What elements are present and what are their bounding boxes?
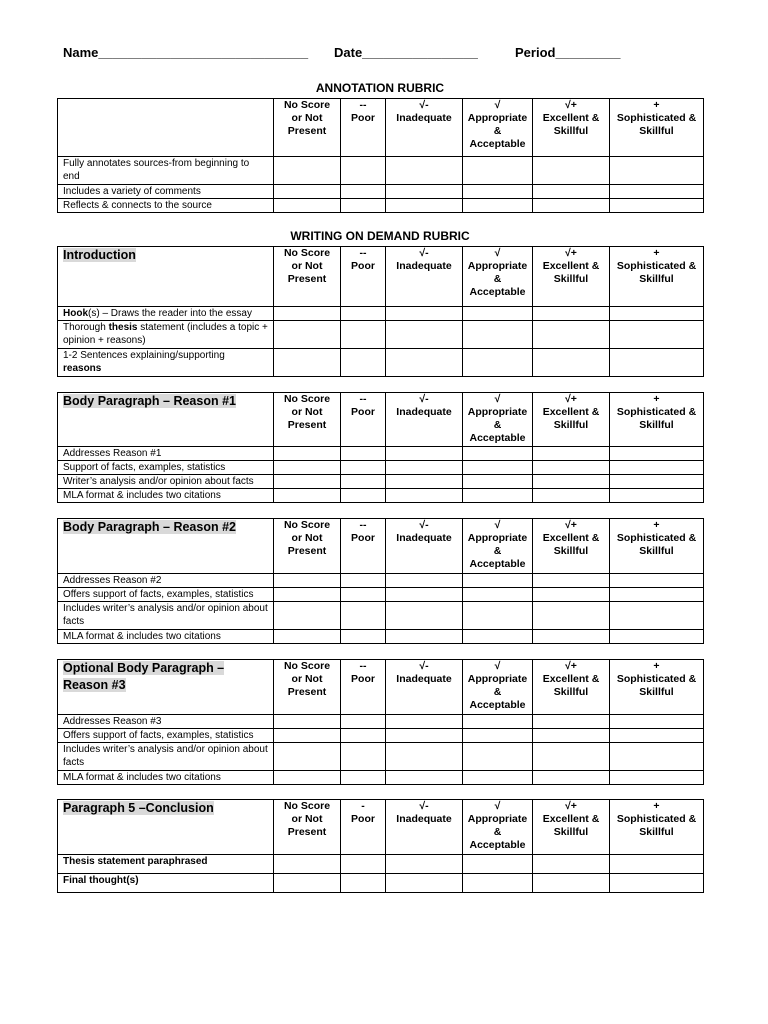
body1-heading: Body Paragraph – Reason #1 — [63, 394, 236, 408]
score-cell[interactable] — [341, 771, 386, 785]
score-cell[interactable] — [610, 729, 704, 743]
score-cell[interactable] — [610, 321, 704, 349]
score-cell[interactable] — [533, 574, 610, 588]
body3-heading: Optional Body Paragraph – Reason #3 — [63, 661, 225, 692]
table-row — [58, 743, 704, 771]
score-cell[interactable] — [463, 855, 533, 874]
score-cell[interactable] — [274, 715, 341, 729]
col-poor: - Poor — [341, 800, 386, 855]
introduction-table — [57, 246, 704, 377]
col-poor: -- Poor — [341, 393, 386, 447]
score-cell[interactable] — [341, 874, 386, 893]
score-cell[interactable] — [610, 199, 704, 213]
criterion-label: Addresses Reason #3 — [58, 715, 274, 729]
header-row — [58, 99, 704, 157]
score-cell[interactable] — [386, 307, 463, 321]
score-cell[interactable] — [533, 715, 610, 729]
col-no-score: No Score or Not Present — [274, 99, 341, 157]
score-cell[interactable] — [274, 307, 341, 321]
score-cell[interactable] — [386, 157, 463, 185]
criterion-label: Addresses Reason #1 — [58, 447, 274, 461]
criterion-label: MLA format & includes two citations — [58, 489, 274, 503]
score-cell[interactable] — [274, 771, 341, 785]
score-cell[interactable] — [341, 715, 386, 729]
score-cell[interactable] — [386, 185, 463, 199]
score-cell[interactable] — [386, 489, 463, 503]
score-cell[interactable] — [463, 157, 533, 185]
col-no-score: No Score or Not Present — [274, 247, 341, 307]
criterion-label — [58, 321, 274, 349]
table-row — [58, 489, 704, 503]
score-cell[interactable] — [274, 185, 341, 199]
col-excellent: √+ Excellent & Skillful — [533, 247, 610, 307]
criterion-label — [58, 307, 274, 321]
score-cell[interactable] — [610, 349, 704, 377]
table-row — [58, 630, 704, 644]
score-cell[interactable] — [386, 630, 463, 644]
score-cell[interactable] — [341, 602, 386, 630]
score-cell[interactable] — [533, 729, 610, 743]
col-sophisticated: + Sophisticated & Skillful — [610, 800, 704, 855]
score-cell[interactable] — [533, 447, 610, 461]
table-row — [58, 475, 704, 489]
table-row — [58, 574, 704, 588]
writing-rubric-title: WRITING ON DEMAND RUBRIC — [290, 229, 470, 243]
score-cell[interactable] — [463, 349, 533, 377]
criterion-label: Includes writer’s analysis and/or opinion about facts — [58, 602, 274, 630]
table-row — [58, 874, 704, 893]
col-appropriate: √ Appropriate & Acceptable — [463, 247, 533, 307]
score-cell[interactable] — [610, 588, 704, 602]
score-cell[interactable] — [463, 574, 533, 588]
body-paragraph-2-table — [57, 518, 704, 644]
hook-bold: Hook — [63, 308, 88, 319]
score-cell[interactable] — [386, 729, 463, 743]
col-sophisticated: + Sophisticated & Skillful — [610, 247, 704, 307]
score-cell[interactable] — [533, 321, 610, 349]
name-field-label: Name_____________________________ — [63, 45, 309, 60]
table-row — [58, 199, 704, 213]
score-cell[interactable] — [533, 461, 610, 475]
score-cell[interactable] — [463, 630, 533, 644]
score-cell[interactable] — [274, 489, 341, 503]
score-cell[interactable] — [274, 874, 341, 893]
score-cell[interactable] — [610, 855, 704, 874]
score-cell[interactable] — [386, 855, 463, 874]
score-cell[interactable] — [274, 602, 341, 630]
score-cell[interactable] — [274, 574, 341, 588]
score-cell[interactable] — [533, 588, 610, 602]
score-cell[interactable] — [463, 185, 533, 199]
score-cell[interactable] — [386, 461, 463, 475]
score-cell[interactable] — [533, 199, 610, 213]
header-row — [58, 247, 704, 307]
score-cell[interactable] — [463, 321, 533, 349]
score-cell[interactable] — [386, 874, 463, 893]
col-no-score: No Score or Not Present — [274, 660, 341, 715]
criterion-label: Includes writer’s analysis and/or opinion about facts — [58, 743, 274, 771]
col-excellent: √+ Excellent & Skillful — [533, 519, 610, 574]
score-cell[interactable] — [341, 855, 386, 874]
table-row — [58, 349, 704, 377]
score-cell[interactable] — [533, 771, 610, 785]
score-cell[interactable] — [386, 574, 463, 588]
col-inadequate: √- Inadequate — [386, 800, 463, 855]
col-excellent: √+ Excellent & Skillful — [533, 393, 610, 447]
score-cell[interactable] — [533, 475, 610, 489]
score-cell[interactable] — [463, 715, 533, 729]
score-cell[interactable] — [274, 630, 341, 644]
score-cell[interactable] — [274, 447, 341, 461]
criterion-label: Final thought(s) — [58, 874, 274, 893]
table-row — [58, 715, 704, 729]
col-appropriate: √ Appropriate & Acceptable — [463, 393, 533, 447]
col-appropriate: √ Appropriate & Acceptable — [463, 660, 533, 715]
col-excellent: √+ Excellent & Skillful — [533, 800, 610, 855]
score-cell[interactable] — [610, 185, 704, 199]
reasons-bold: reasons — [63, 363, 102, 374]
score-cell[interactable] — [610, 743, 704, 771]
score-cell[interactable] — [386, 602, 463, 630]
col-sophisticated: + Sophisticated & Skillful — [610, 99, 704, 157]
score-cell[interactable] — [386, 771, 463, 785]
table-row — [58, 771, 704, 785]
body-paragraph-1-table — [57, 392, 704, 503]
score-cell[interactable] — [610, 157, 704, 185]
thesis-text: statement (includes a topic + opinion + reasons) — [63, 322, 268, 346]
score-cell[interactable] — [341, 574, 386, 588]
score-cell[interactable] — [341, 630, 386, 644]
score-cell[interactable] — [610, 771, 704, 785]
score-cell[interactable] — [386, 475, 463, 489]
table-row — [58, 855, 704, 874]
score-cell[interactable] — [610, 630, 704, 644]
col-no-score: No Score or Not Present — [274, 393, 341, 447]
score-cell[interactable] — [274, 729, 341, 743]
score-cell[interactable] — [274, 349, 341, 377]
score-cell[interactable] — [533, 743, 610, 771]
score-cell[interactable] — [386, 715, 463, 729]
score-cell[interactable] — [341, 185, 386, 199]
score-cell[interactable] — [463, 447, 533, 461]
score-cell[interactable] — [386, 321, 463, 349]
score-cell[interactable] — [386, 743, 463, 771]
score-cell[interactable] — [610, 574, 704, 588]
score-cell[interactable] — [463, 307, 533, 321]
score-cell[interactable] — [274, 461, 341, 475]
section-heading-cell — [58, 519, 274, 574]
score-cell[interactable] — [386, 349, 463, 377]
score-cell[interactable] — [274, 157, 341, 185]
col-sophisticated: + Sophisticated & Skillful — [610, 519, 704, 574]
score-cell[interactable] — [533, 489, 610, 503]
score-cell[interactable] — [610, 461, 704, 475]
body-paragraph-3-table — [57, 659, 704, 785]
score-cell[interactable] — [463, 588, 533, 602]
table-row — [58, 588, 704, 602]
score-cell[interactable] — [341, 461, 386, 475]
table-row — [58, 321, 704, 349]
score-cell[interactable] — [341, 743, 386, 771]
score-cell[interactable] — [341, 447, 386, 461]
score-cell[interactable] — [463, 199, 533, 213]
score-cell[interactable] — [341, 157, 386, 185]
score-cell[interactable] — [533, 874, 610, 893]
reasons-pre: 1-2 Sentences explaining/supporting — [63, 350, 225, 361]
header-row — [58, 519, 704, 574]
score-cell[interactable] — [274, 199, 341, 213]
score-cell[interactable] — [463, 729, 533, 743]
score-cell[interactable] — [533, 855, 610, 874]
score-cell[interactable] — [274, 475, 341, 489]
criterion-label: Thesis statement paraphrased — [58, 855, 274, 874]
criterion-label: Offers support of facts, examples, statistics — [58, 729, 274, 743]
score-cell[interactable] — [533, 157, 610, 185]
score-cell[interactable] — [463, 874, 533, 893]
score-cell[interactable] — [610, 715, 704, 729]
score-cell[interactable] — [610, 475, 704, 489]
col-inadequate: √- Inadequate — [386, 519, 463, 574]
score-cell[interactable] — [341, 321, 386, 349]
score-cell[interactable] — [610, 489, 704, 503]
col-inadequate: √- Inadequate — [386, 393, 463, 447]
criterion-label: MLA format & includes two citations — [58, 771, 274, 785]
col-inadequate: √- Inadequate — [386, 247, 463, 307]
col-inadequate: √- Inadequate — [386, 99, 463, 157]
table-row — [58, 729, 704, 743]
header-row — [58, 393, 704, 447]
score-cell[interactable] — [610, 602, 704, 630]
score-cell[interactable] — [463, 475, 533, 489]
header-row — [58, 800, 704, 855]
score-cell[interactable] — [533, 630, 610, 644]
score-cell[interactable] — [274, 855, 341, 874]
score-cell[interactable] — [386, 199, 463, 213]
col-poor: -- Poor — [341, 99, 386, 157]
conclusion-heading: Paragraph 5 –Conclusion — [63, 801, 214, 815]
period-field-label: Period_________ — [515, 45, 621, 60]
criterion-label: Writer’s analysis and/or opinion about facts — [58, 475, 274, 489]
score-cell[interactable] — [341, 307, 386, 321]
score-cell[interactable] — [463, 771, 533, 785]
score-cell[interactable] — [463, 489, 533, 503]
score-cell[interactable] — [341, 349, 386, 377]
col-excellent: √+ Excellent & Skillful — [533, 660, 610, 715]
table-row — [58, 307, 704, 321]
table-row — [58, 602, 704, 630]
score-cell[interactable] — [463, 743, 533, 771]
col-appropriate: √ Appropriate & Acceptable — [463, 99, 533, 157]
col-no-score: No Score or Not Present — [274, 800, 341, 855]
date-field-label: Date________________ — [334, 45, 478, 60]
header-row — [58, 660, 704, 715]
score-cell[interactable] — [274, 321, 341, 349]
criterion-label: Reflects & connects to the source — [58, 199, 274, 213]
body2-heading: Body Paragraph – Reason #2 — [63, 520, 236, 534]
score-cell[interactable] — [533, 349, 610, 377]
score-cell[interactable] — [341, 199, 386, 213]
table-row — [58, 157, 704, 185]
score-cell[interactable] — [610, 447, 704, 461]
col-sophisticated: + Sophisticated & Skillful — [610, 393, 704, 447]
col-excellent: √+ Excellent & Skillful — [533, 99, 610, 157]
annotation-rubric-title: ANNOTATION RUBRIC — [315, 81, 445, 95]
score-cell[interactable] — [533, 602, 610, 630]
score-cell[interactable] — [386, 588, 463, 602]
criterion-label: Fully annotates sources-from beginning to end — [58, 157, 274, 185]
section-heading-cell — [58, 660, 274, 715]
section-heading-cell — [58, 247, 274, 307]
col-appropriate: √ Appropriate & Acceptable — [463, 519, 533, 574]
col-no-score: No Score or Not Present — [274, 519, 341, 574]
score-cell[interactable] — [341, 729, 386, 743]
score-cell[interactable] — [610, 874, 704, 893]
table-row — [58, 185, 704, 199]
col-poor: -- Poor — [341, 519, 386, 574]
score-cell[interactable] — [341, 475, 386, 489]
score-cell[interactable] — [533, 307, 610, 321]
score-cell[interactable] — [386, 447, 463, 461]
conclusion-table — [57, 799, 704, 893]
table-row — [58, 447, 704, 461]
criterion-label: MLA format & includes two citations — [58, 630, 274, 644]
col-poor: -- Poor — [341, 660, 386, 715]
col-inadequate: √- Inadequate — [386, 660, 463, 715]
criteria-header-cell — [58, 99, 274, 157]
score-cell[interactable] — [463, 461, 533, 475]
thesis-bold: thesis — [108, 322, 138, 333]
criterion-label: Addresses Reason #2 — [58, 574, 274, 588]
col-sophisticated: + Sophisticated & Skillful — [610, 660, 704, 715]
table-row — [58, 461, 704, 475]
score-cell[interactable] — [274, 588, 341, 602]
criterion-label: Includes a variety of comments — [58, 185, 274, 199]
score-cell[interactable] — [341, 588, 386, 602]
introduction-heading: Introduction — [63, 248, 136, 262]
criterion-label: Support of facts, examples, statistics — [58, 461, 274, 475]
section-heading-cell — [58, 393, 274, 447]
col-poor: -- Poor — [341, 247, 386, 307]
hook-text: (s) – Draws the reader into the essay — [88, 308, 252, 319]
score-cell[interactable] — [533, 185, 610, 199]
col-appropriate: √ Appropriate & Acceptable — [463, 800, 533, 855]
section-heading-cell — [58, 800, 274, 855]
annotation-rubric-table — [57, 98, 704, 213]
criterion-label — [58, 349, 274, 377]
score-cell[interactable] — [463, 602, 533, 630]
score-cell[interactable] — [274, 743, 341, 771]
score-cell[interactable] — [610, 307, 704, 321]
thesis-pre: Thorough — [63, 322, 109, 333]
criterion-label: Offers support of facts, examples, statistics — [58, 588, 274, 602]
score-cell[interactable] — [341, 489, 386, 503]
